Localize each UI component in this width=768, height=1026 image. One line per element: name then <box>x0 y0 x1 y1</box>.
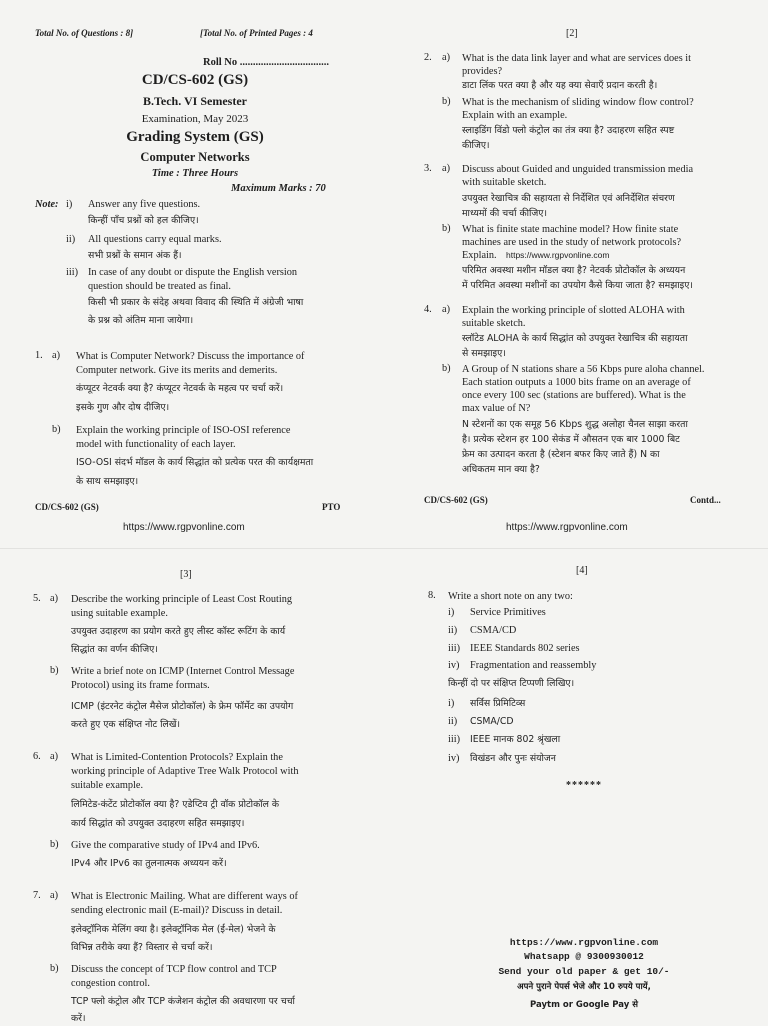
question-text: sending electronic mail (E-mail)? Discuss in detail. <box>71 905 283 916</box>
note-text-hindi: किन्हीं पाँच प्रश्नों को हल कीजिए। <box>88 215 199 226</box>
list-num: ii) <box>448 625 458 636</box>
question-text: Explain with an example. <box>462 110 568 121</box>
exam-date: Examination, May 2023 <box>141 113 249 125</box>
promo-pay: Paytm or Google Pay से <box>530 1000 638 1010</box>
note-text-hindi: किसी भी प्रकार के संदेह अथवा विवाद की स्थिति में अंग्रेजी भाषा <box>88 297 304 308</box>
promo-send: Send your old paper & get 10/- <box>498 966 670 977</box>
question-text-hindi: डाटा लिंक परत क्या है और यह क्या सेवाएँ प्रदान करती है। <box>462 80 658 91</box>
question-text-hindi: फ्रेम का उत्पादन करता है (स्टेशन बफर किए जाते हैं) N का <box>462 449 660 460</box>
question-number: 3. <box>424 163 432 174</box>
note-label: Note: <box>35 199 59 210</box>
question-text: Explain the working principle of ISO-OSI reference <box>76 425 291 436</box>
part-label: b) <box>52 424 61 435</box>
part-label: b) <box>442 223 451 234</box>
question-text: Describe the working principle of Least Cost Routing <box>71 594 293 605</box>
end-stars: ****** <box>566 780 602 791</box>
question-text-hindi: कंप्यूटर नेटवर्क क्या है? कंप्यूटर नेटवर्क के महत्व पर चर्चा करें। <box>76 383 284 394</box>
footer-code: CD/CS-602 (GS) <box>424 495 488 505</box>
question-text-hindi: कार्य सिद्धांत को उपयुक्त उदाहरण सहित समझाइए। <box>71 818 245 829</box>
list-item-hindi: विखंडन और पुनः संयोजन <box>470 753 556 764</box>
question-text-hindi: में परिमित अवस्था मशीनों का उपयोग कैसे किया जाता है? समझाइए। <box>462 280 693 291</box>
question-text: Discuss about Guided and unguided transmission media <box>462 164 694 175</box>
total-pages: [Total No. of Printed Pages : 4 <box>200 28 313 38</box>
page-divider <box>0 548 768 549</box>
max-marks: Maximum Marks : 70 <box>231 183 326 194</box>
question-number: 8. <box>428 590 436 601</box>
page-number: [2] <box>566 28 578 39</box>
question-text: working principle of Adaptive Tree Walk Protocol with <box>71 766 299 777</box>
part-label: a) <box>50 593 58 604</box>
question-text-hindi: परिमित अवस्था मशीन मॉडल क्या है? नेटवर्क प्रोटोकॉल के अध्ययन <box>462 265 686 276</box>
promo-send-hindi: अपने पुराने पेपर्स भेजे और 10 रुपये पायें, <box>517 982 651 992</box>
footer-url[interactable]: https://www.rgpvonline.com <box>506 522 628 533</box>
question-text: machines are used in the study of network protocols? <box>462 237 682 248</box>
question-text-hindi: IPv4 और IPv6 का तुलनात्मक अध्ययन करें। <box>71 858 227 869</box>
question-text: Explain the working principle of slotted ALOHA with <box>462 305 685 316</box>
paper-code: CD/CS-602 (GS) <box>141 72 249 88</box>
question-text: Protocol) using its frame formats. <box>71 680 210 691</box>
list-item: CSMA/CD <box>470 625 517 636</box>
page-4 <box>384 558 768 1024</box>
footer-pto: PTO <box>322 502 341 512</box>
question-number: 1. <box>35 350 43 361</box>
question-text-hindi: ISO-OSI संदर्भ मॉडल के कार्य सिद्धांत को प्रत्येक परत की कार्यक्षमता <box>76 457 314 468</box>
question-number: 4. <box>424 304 432 315</box>
page-number: [3] <box>180 569 192 580</box>
course: B.Tech. VI Semester <box>143 94 247 108</box>
list-item: Fragmentation and reassembly <box>470 660 597 671</box>
footer-contd: Contd... <box>690 495 721 505</box>
question-text: What is the data link layer and what are services does it <box>462 53 692 64</box>
question-number: 2. <box>424 52 432 63</box>
question-text: Computer network. Give its merits and demerits. <box>76 365 278 376</box>
question-text-hindi: कीजिए। <box>462 140 490 151</box>
question-text-hindi: TCP फ्लो कंट्रोल और TCP कंजेशन कंट्रोल की अवधारणा पर चर्चा <box>71 996 295 1007</box>
note-text: All questions carry equal marks. <box>88 234 222 245</box>
question-text-hindi: उपयुक्त रेखाचित्र की सहायता से निर्देशित एवं अनिर्देशित संचरण <box>462 193 675 204</box>
part-label: a) <box>50 890 58 901</box>
question-text-hindi: N स्टेशनों का एक समूह 56 Kbps शुद्ध अलोहा चैनल साझा करता <box>462 419 688 430</box>
question-text: A Group of N stations share a 56 Kbps pure aloha channel. <box>462 364 705 375</box>
part-label: b) <box>442 363 451 374</box>
list-item-hindi: CSMA/CD <box>470 716 514 727</box>
note-text: Answer any five questions. <box>88 199 201 210</box>
question-text-hindi: विभिन्न तरीके क्या हैं? विस्तार से चर्चा करें। <box>71 942 213 953</box>
question-text: Write a brief note on ICMP (Internet Control Message <box>71 666 295 677</box>
question-text-hindi: है। प्रत्येक स्टेशन हर 100 सेकंड में औसतन एक बार 1000 बिट <box>462 434 680 445</box>
question-text: What is finite state machine model? How finite state <box>462 224 679 235</box>
list-item-hindi: सर्विस प्रिमिटिव्स <box>470 698 526 709</box>
part-label: b) <box>50 963 59 974</box>
question-text: What is Electronic Mailing. What are different ways of <box>71 891 298 902</box>
time: Time : Three Hours <box>151 168 239 179</box>
note-text-hindi: के प्रश्न को अंतिम माना जायेगा। <box>88 315 194 326</box>
list-num: i) <box>448 607 455 618</box>
part-label: b) <box>50 665 59 676</box>
note-text-hindi: सभी प्रश्नों के समान अंक हैं। <box>88 250 182 261</box>
note-num: iii) <box>66 267 79 278</box>
part-label: a) <box>442 52 450 63</box>
question-text-hindi: ICMP (इंटरनेट कंट्रोल मैसेज प्रोटोकॉल) के फ्रेम फॉर्मेट का उपयोग <box>71 701 294 712</box>
question-text: Write a short note on any two: <box>448 591 573 602</box>
roll-no: Roll No .................................. <box>203 57 329 68</box>
question-text: congestion control. <box>71 978 150 989</box>
question-text: suitable example. <box>71 780 144 791</box>
question-text: once every 100 sec (stations are buffered). What is the <box>462 390 686 401</box>
question-text: model with functionality of each layer. <box>76 439 236 450</box>
part-label: a) <box>50 751 58 762</box>
question-text: Give the comparative study of IPv4 and IPv6. <box>71 840 260 851</box>
question-text-hindi: स्लाइडिंग विंडो फ्लो कंट्रोल का तंत्र क्या है? उदाहरण सहित स्पष्ट <box>462 125 675 136</box>
question-text-hindi: किन्हीं दो पर संक्षिप्त टिप्पणी लिखिए। <box>448 678 575 689</box>
question-text: Explain. <box>462 250 497 261</box>
part-label: b) <box>442 96 451 107</box>
question-text: Discuss the concept of TCP flow control and TCP <box>71 964 277 975</box>
list-num: iii) <box>448 643 461 654</box>
question-text-hindi: लिमिटेड-कंटेंट प्रोटोकॉल क्या है? एडेप्टिव ट्री वॉक प्रोटोकॉल के <box>71 799 280 810</box>
promo-whatsapp: Whatsapp @ 9300930012 <box>524 951 644 962</box>
question-text-hindi: अधिकतम मान क्या है? <box>462 464 540 475</box>
question-text: using suitable example. <box>71 608 168 619</box>
page-2 <box>384 0 768 545</box>
list-num: i) <box>448 698 455 709</box>
grading-system: Grading System (GS) <box>126 129 264 145</box>
total-questions: Total No. of Questions : 8] <box>35 28 134 38</box>
question-text: What is Computer Network? Discuss the importance of <box>76 351 305 362</box>
question-text-hindi: सिद्धांत का वर्णन कीजिए। <box>71 644 158 655</box>
question-text: provides? <box>462 66 503 77</box>
list-item: IEEE Standards 802 series <box>470 643 580 654</box>
part-label: a) <box>442 163 450 174</box>
question-text-hindi: माध्यमों की चर्चा कीजिए। <box>462 208 547 219</box>
list-item: Service Primitives <box>470 607 546 618</box>
question-text-hindi: इलेक्ट्रॉनिक मेलिंग क्या है। इलेक्ट्रॉनिक मेल (ई-मेल) भेजने के <box>71 924 276 935</box>
question-text-hindi: इसके गुण और दोष दीजिए। <box>76 402 170 413</box>
question-text: What is the mechanism of sliding window flow control? <box>462 97 694 108</box>
part-label: a) <box>52 350 60 361</box>
list-num: iv) <box>448 660 460 671</box>
question-text: suitable sketch. <box>462 318 526 329</box>
footer-url[interactable]: https://www.rgpvonline.com <box>123 522 245 533</box>
question-text: Each station outputs a 1000 bits frame on an average of <box>462 377 691 388</box>
part-label: a) <box>442 304 450 315</box>
list-num: iii) <box>448 734 461 745</box>
promo-url[interactable]: https://www.rgpvonline.com <box>509 937 659 948</box>
list-num: iv) <box>448 753 460 764</box>
question-text-hindi: उपयुक्त उदाहरण का प्रयोग करते हुए लीस्ट कॉस्ट रूटिंग के कार्य <box>71 626 286 637</box>
note-text: question should be treated as final. <box>88 281 231 292</box>
note-num: i) <box>66 199 73 210</box>
question-text-hindi: करें। <box>71 1013 86 1024</box>
question-text-hindi: के साथ समझाइए। <box>76 476 139 487</box>
page-number: [4] <box>576 565 588 576</box>
question-text: What is Limited-Contention Protocols? Explain the <box>71 752 283 763</box>
page-3 <box>0 558 384 1024</box>
footer-code: CD/CS-602 (GS) <box>35 502 99 512</box>
question-number: 6. <box>33 751 41 762</box>
list-num: ii) <box>448 716 458 727</box>
question-text: max value of N? <box>462 403 531 414</box>
list-item-hindi: IEEE मानक 802 श्रृंखला <box>470 734 561 745</box>
question-text-hindi: स्लॉटेड ALOHA के कार्य सिद्धांत को उपयुक्त रेखाचित्र की सहायता <box>462 333 688 344</box>
note-text: In case of any doubt or dispute the English version <box>88 267 298 278</box>
note-num: ii) <box>66 234 76 245</box>
part-label: b) <box>50 839 59 850</box>
subject: Computer Networks <box>140 150 250 164</box>
question-text-hindi: करते हुए एक संक्षिप्त नोट लिखें। <box>71 719 180 730</box>
question-text-hindi: से समझाइए। <box>462 348 506 359</box>
inline-url[interactable]: https://www.rgpvonline.com <box>506 250 610 260</box>
question-text: with suitable sketch. <box>462 177 547 188</box>
question-number: 7. <box>33 890 41 901</box>
page-1 <box>0 0 384 545</box>
question-number: 5. <box>33 593 41 604</box>
